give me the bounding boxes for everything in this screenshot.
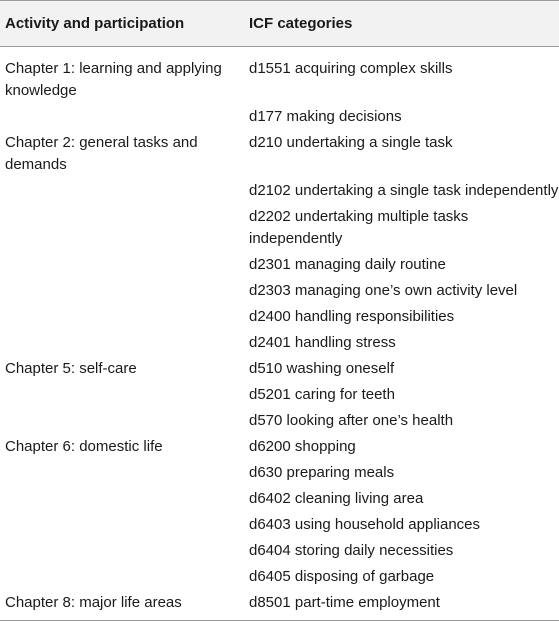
icf-cell: d6200 shopping bbox=[249, 438, 356, 455]
icf-cell: d5201 caring for teeth bbox=[249, 386, 395, 403]
category-cell: Chapter 8: major life areas bbox=[5, 594, 182, 611]
table-row bbox=[0, 354, 559, 380]
table-row bbox=[0, 276, 559, 302]
table-row bbox=[0, 484, 559, 510]
icf-cell: d2401 handling stress bbox=[249, 334, 396, 351]
icf-cell: d2102 undertaking a single task independently bbox=[249, 182, 559, 199]
table-row bbox=[0, 250, 559, 276]
category-cell bbox=[0, 536, 245, 562]
icf-cell: d570 looking after one’s health bbox=[249, 412, 454, 429]
category-cell bbox=[0, 250, 245, 276]
table-row bbox=[0, 536, 559, 562]
table-row bbox=[0, 102, 559, 128]
category-cell: Chapter 1: learning and applying knowledge bbox=[5, 60, 222, 99]
category-cell bbox=[0, 562, 245, 588]
icf-cell: d2400 handling responsibilities bbox=[249, 308, 455, 325]
category-cell: Chapter 2: general tasks and demands bbox=[5, 134, 198, 173]
table-row bbox=[0, 47, 559, 103]
icf-cell: d2202 undertaking multiple tasks independently bbox=[249, 208, 469, 247]
header-activity-participation: Activity and participation bbox=[0, 1, 245, 47]
table-row bbox=[0, 588, 559, 621]
icf-cell: d1551 acquiring complex skills bbox=[249, 60, 453, 77]
header-icf-categories: ICF categories bbox=[245, 1, 559, 47]
icf-cell: d2301 managing daily routine bbox=[249, 256, 446, 273]
icf-cell: d177 making decisions bbox=[249, 108, 402, 125]
category-cell bbox=[0, 302, 245, 328]
icf-cell: d2303 managing one’s own activity level bbox=[249, 282, 518, 299]
category-cell: Chapter 5: self-care bbox=[5, 360, 137, 377]
table-header bbox=[0, 1, 559, 47]
table-row bbox=[0, 128, 559, 176]
category-cell bbox=[0, 380, 245, 406]
category-cell bbox=[0, 484, 245, 510]
table-row bbox=[0, 202, 559, 250]
category-cell: Chapter 6: domestic life bbox=[5, 438, 163, 455]
table-row bbox=[0, 302, 559, 328]
category-cell bbox=[0, 458, 245, 484]
icf-cell: d6402 cleaning living area bbox=[249, 490, 424, 507]
icf-cell: d210 undertaking a single task bbox=[249, 134, 453, 151]
category-cell bbox=[0, 176, 245, 202]
category-cell bbox=[0, 328, 245, 354]
table-row bbox=[0, 328, 559, 354]
table-body bbox=[0, 47, 559, 621]
header-row bbox=[0, 1, 559, 47]
icf-cell: d6403 using household appliances bbox=[249, 516, 481, 533]
table-row bbox=[0, 458, 559, 484]
icf-cell: d510 washing oneself bbox=[249, 360, 395, 377]
table-row bbox=[0, 406, 559, 432]
icf-cell: d630 preparing meals bbox=[249, 464, 395, 481]
table-row bbox=[0, 176, 559, 202]
icf-cell: d6405 disposing of garbage bbox=[249, 568, 435, 585]
table-row bbox=[0, 380, 559, 406]
table-row bbox=[0, 562, 559, 588]
category-cell bbox=[0, 406, 245, 432]
category-cell bbox=[0, 510, 245, 536]
category-cell bbox=[0, 276, 245, 302]
icf-cell: d6404 storing daily necessities bbox=[249, 542, 454, 559]
icf-cell: d8501 part-time employment bbox=[249, 594, 440, 611]
category-cell bbox=[0, 102, 245, 128]
table-row bbox=[0, 432, 559, 458]
table-row bbox=[0, 510, 559, 536]
category-cell bbox=[0, 202, 245, 250]
